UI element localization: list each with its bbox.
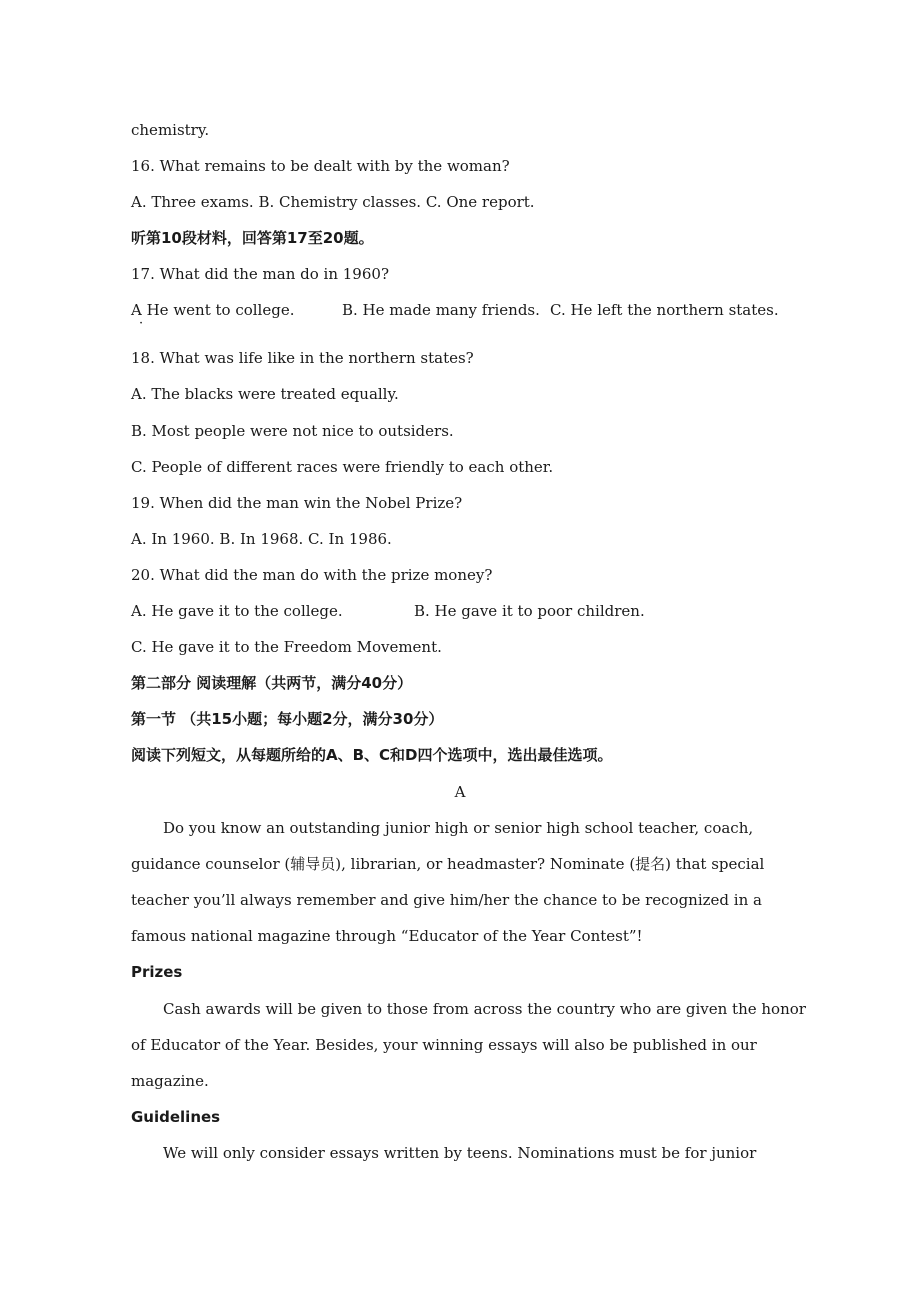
- paragraph-line: Do you know an outstanding junior high or senior high school teacher, coach,: [163, 819, 754, 837]
- paragraph-line: magazine.: [131, 1072, 209, 1090]
- stray-dot: ·: [139, 316, 144, 331]
- question-17-option-b: B. He made many friends.: [342, 301, 540, 319]
- question-17-option-c: C. He left the northern states.: [550, 301, 779, 319]
- question-18-option-b: B. Most people were not nice to outsiders.: [131, 422, 454, 440]
- question-18-option-a: A. The blacks were treated equally.: [131, 385, 399, 403]
- paragraph-line: Cash awards will be given to those from across the country who are given the honor: [163, 1000, 806, 1018]
- question-20: 20. What did the man do with the prize money?: [131, 566, 493, 584]
- instruction-text: 阅读下列短文，从每题所给的A、B、C和D四个选项中，选出最佳选项。: [131, 746, 613, 764]
- paragraph-line: of Educator of the Year. Besides, your winning essays will also be published in our: [131, 1036, 757, 1054]
- part-2-heading: 第二部分 阅读理解（共两节，满分40分）: [131, 674, 413, 692]
- question-18-option-c: C. People of different races were friendly to each other.: [131, 458, 554, 476]
- section-1-heading: 第一节 （共15小题；每小题2分，满分30分）: [131, 710, 444, 728]
- question-20-option-a: A. He gave it to the college.: [131, 602, 343, 620]
- paragraph-line: We will only consider essays written by teens. Nominations must be for junior: [163, 1144, 757, 1162]
- question-20-option-b: B. He gave it to poor children.: [414, 602, 645, 620]
- section-10-heading: 听第10段材料，回答第17至20题。: [131, 229, 374, 247]
- passage-label: A: [454, 783, 466, 801]
- question-17: 17. What did the man do in 1960?: [131, 265, 389, 283]
- question-18: 18. What was life like in the northern states?: [131, 349, 474, 367]
- guidelines-heading: Guidelines: [131, 1108, 221, 1126]
- paragraph-line: guidance counselor (辅导员), librarian, or headmaster? Nominate (提名) that special: [131, 855, 765, 873]
- paragraph-line: teacher you’ll always remember and give him/her the chance to be recognized in a: [131, 891, 762, 909]
- prizes-heading: Prizes: [131, 963, 183, 981]
- question-19-options: A. In 1960. B. In 1968. C. In 1986.: [131, 530, 392, 548]
- question-16-options: A. Three exams. B. Chemistry classes. C. One report.: [131, 193, 535, 211]
- question-20-option-c: C. He gave it to the Freedom Movement.: [131, 638, 442, 656]
- paragraph-line: famous national magazine through “Educator of the Year Contest”!: [131, 927, 643, 945]
- question-19: 19. When did the man win the Nobel Prize?: [131, 494, 463, 512]
- text-line: chemistry.: [131, 121, 210, 139]
- question-16: 16. What remains to be dealt with by the woman?: [131, 157, 510, 175]
- question-17-option-a: A He went to college.: [131, 301, 295, 319]
